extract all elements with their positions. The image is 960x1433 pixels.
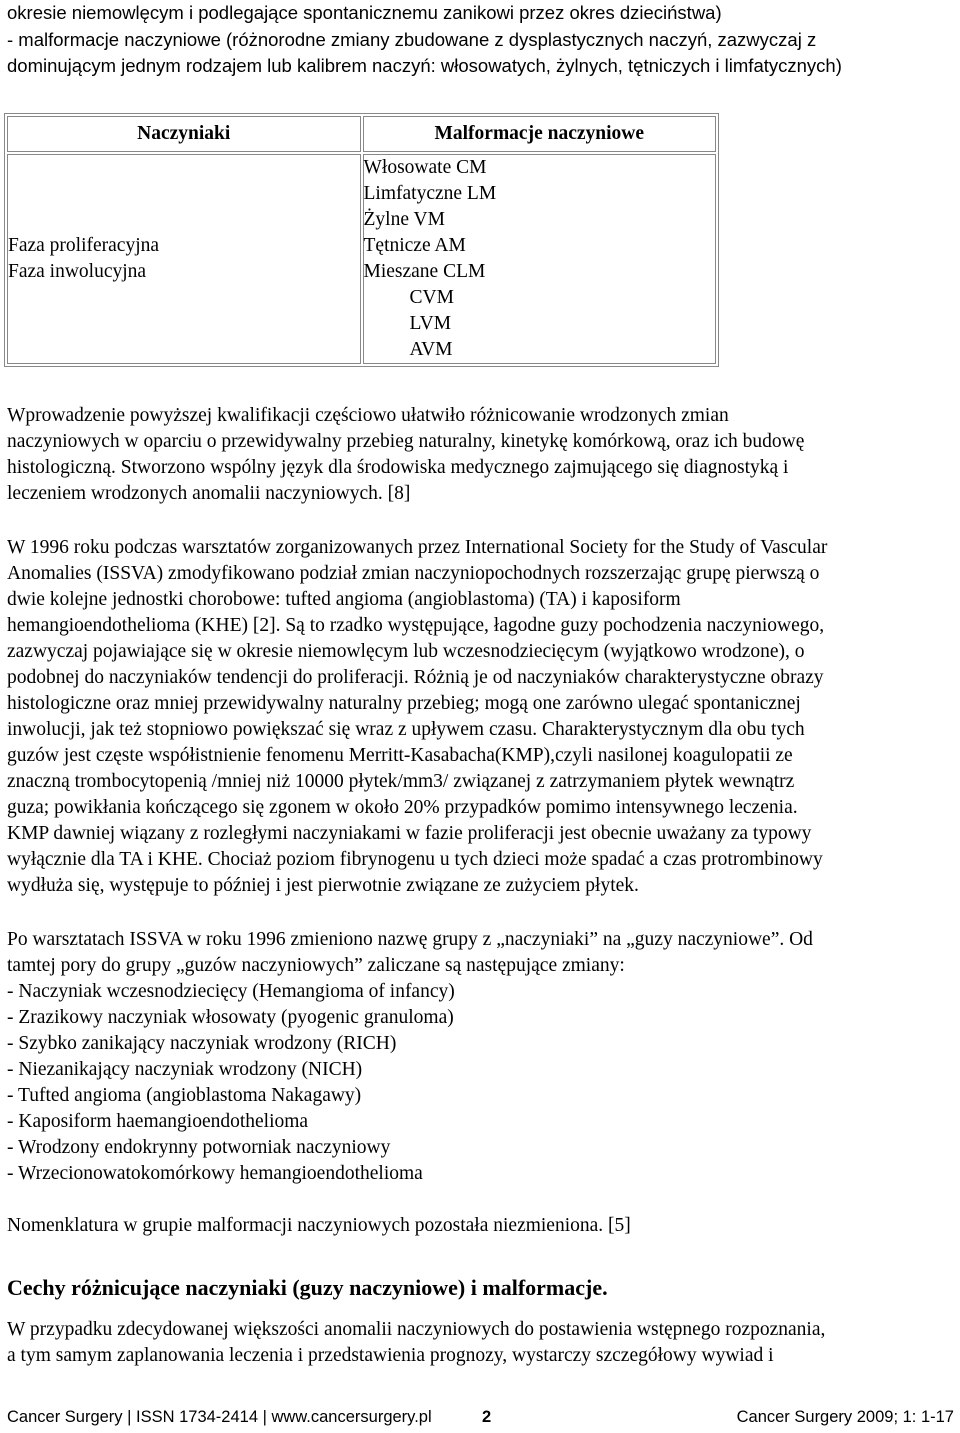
list-item: - Zrazikowy naczyniak włosowaty (pyogenic granuloma) [7, 1007, 454, 1028]
list-item: - Niezanikający naczyniak wrodzony (NICH) [7, 1059, 363, 1080]
text-line: Anomalies (ISSVA) zmodyfikowano podział zmian naczyniopochodnych rozszerzając grupę pierwszą o [7, 563, 820, 584]
list-item: Tętnicze AM [363, 235, 466, 256]
list-item: Żylne VM [363, 209, 445, 230]
list-item: Limfatyczne LM [363, 183, 497, 204]
section-heading: Cechy różnicujące naczyniaki (guzy naczyniowe) i malformacje. [7, 1275, 608, 1300]
text-line: Po warsztatach ISSVA w roku 1996 zmieniono nazwę grupy z „naczyniaki” na „guzy naczyniowe”. Od [7, 929, 813, 950]
list-item: - Wrodzony endokrynny potworniak naczyniowy [7, 1137, 391, 1158]
list-item: LVM [409, 313, 452, 334]
text-line: histologiczne oraz mniej przewidywalny naturalny przebieg; mogą one zarówno ulegać spontanicznej [7, 693, 801, 714]
list-item: CVM [409, 287, 454, 308]
text-line: tamtej pory do grupy „guzów naczyniowych” zaliczane są następujące zmiany: [7, 955, 625, 976]
text-line: naczyniowych w oparciu o przewidywalny przebieg naturalny, kinetykę komórkową, oraz ich budowę [7, 431, 805, 452]
table-header-naczyniaki: Naczyniaki [7, 116, 361, 152]
list-item: - Naczyniak wczesnodziecięcy (Hemangioma of infancy) [7, 981, 455, 1002]
list-item: Faza inwolucyjna [8, 261, 147, 282]
text-line: wyłącznie dla TA i KHE. Chociaż poziom fibrynogenu u tych dzieci może spadać a czas protrombinowy [7, 849, 823, 870]
text-line: W 1996 roku podczas warsztatów zorganizowanych przez International Society for the Study of Vascular [7, 537, 828, 558]
table-cell-malformacje [363, 154, 717, 364]
list-item: Faza proliferacyjna [8, 235, 160, 256]
text-line: dwie kolejne jednostki chorobowe: tufted angioma (angioblastoma) (TA) i kaposiform [7, 589, 681, 610]
table-header-malformacje: Malformacje naczyniowe [363, 116, 717, 152]
text-line: leczeniem wrodzonych anomalii naczyniowych. [8] [7, 483, 411, 504]
text-line: guzów jest częste współistnienie fenomenu Merritt-Kasabacha(KMP),czyli nasilonej koagulopatii ze [7, 745, 793, 766]
text-line: zazwyczaj pojawiające się w okresie niemowlęcym lub wczesnodziecięcym (wyjątkowo wrodzone), o [7, 641, 805, 662]
text-line: podobnej do naczyniaków tendencji do proliferacji. Różnią je od naczyniaków charakterystyczne obrazy [7, 667, 824, 688]
text-line: histologiczną. Stworzono wspólny język dla środowiska medycznego zajmującego się diagnostyką i [7, 457, 789, 478]
text-line: Wprowadzenie powyższej kwalifikacji częściowo ułatwiło różnicowanie wrodzonych zmian [7, 405, 729, 426]
list-item: - Szybko zanikający naczyniak wrodzony (RICH) [7, 1033, 397, 1054]
text-line: guza; powikłania kończącego się zgonem w około 20% przypadków pomimo intensywnego leczenia. [7, 797, 798, 818]
list-item: - Tufted angioma (angioblastoma Nakagawy) [7, 1085, 362, 1106]
list-item: - Wrzecionowatokomórkowy hemangioendothelioma [7, 1163, 423, 1184]
list-item: Włosowate CM [363, 157, 487, 178]
text-line: KMP dawniej wiązany z rozległymi naczyniakami w fazie proliferacji jest obecnie uważany za typowy [7, 823, 812, 844]
footer-journal: Cancer Surgery | ISSN 1734-2414 | www.cancersurgery.pl [7, 1408, 432, 1426]
intro-line-2: - malformacje naczyniowe (różnorodne zmiany zbudowane z dysplastycznych naczyń, zazwyczaj z [7, 29, 817, 50]
text-line: W przypadku zdecydowanej większości anomalii naczyniowych do postawienia wstępnego rozpoznania, [7, 1319, 826, 1340]
text-line: inwolucji, jak też stopniowo powiększać się wraz z upływem czasu. Charakterystycznym dla obu tych [7, 719, 805, 740]
paragraph-4: Nomenklatura w grupie malformacji naczyniowych pozostała niezmieniona. [5] [7, 1215, 631, 1236]
classification-table [4, 113, 719, 367]
intro-line-1: okresie niemowlęcym i podlegające spontanicznemu zanikowi przez okres dzieciństwa) [7, 2, 722, 23]
text-line: a tym samym zaplanowania leczenia i przedstawienia prognozy, wystarczy szczegółowy wywiad i [7, 1345, 774, 1366]
list-item: Mieszane CLM [363, 261, 486, 282]
text-line: wydłuża się, występuje to później i jest pierwotnie związane ze zużyciem płytek. [7, 875, 639, 896]
list-item: - Kaposiform haemangioendothelioma [7, 1111, 309, 1132]
list-item: AVM [409, 339, 453, 360]
footer-page-number: 2 [482, 1408, 492, 1426]
intro-line-3: dominującym jednym rodzajem lub kalibrem naczyń: włosowatych, żylnych, tętniczych i limfatycznych) [7, 55, 842, 76]
text-line: hemangioendothelioma (KHE) [2]. Są to rzadko występujące, łagodne guzy pochodzenia naczyniowego, [7, 615, 825, 636]
footer-citation: Cancer Surgery 2009; 1: 1-17 [736, 1408, 954, 1426]
table-cell-naczyniaki [7, 154, 361, 364]
text-line: znaczną trombocytopenią /mniej niż 10000 płytek/mm3/ związanej z zatrzymaniem płytek wewnątrz [7, 771, 795, 792]
